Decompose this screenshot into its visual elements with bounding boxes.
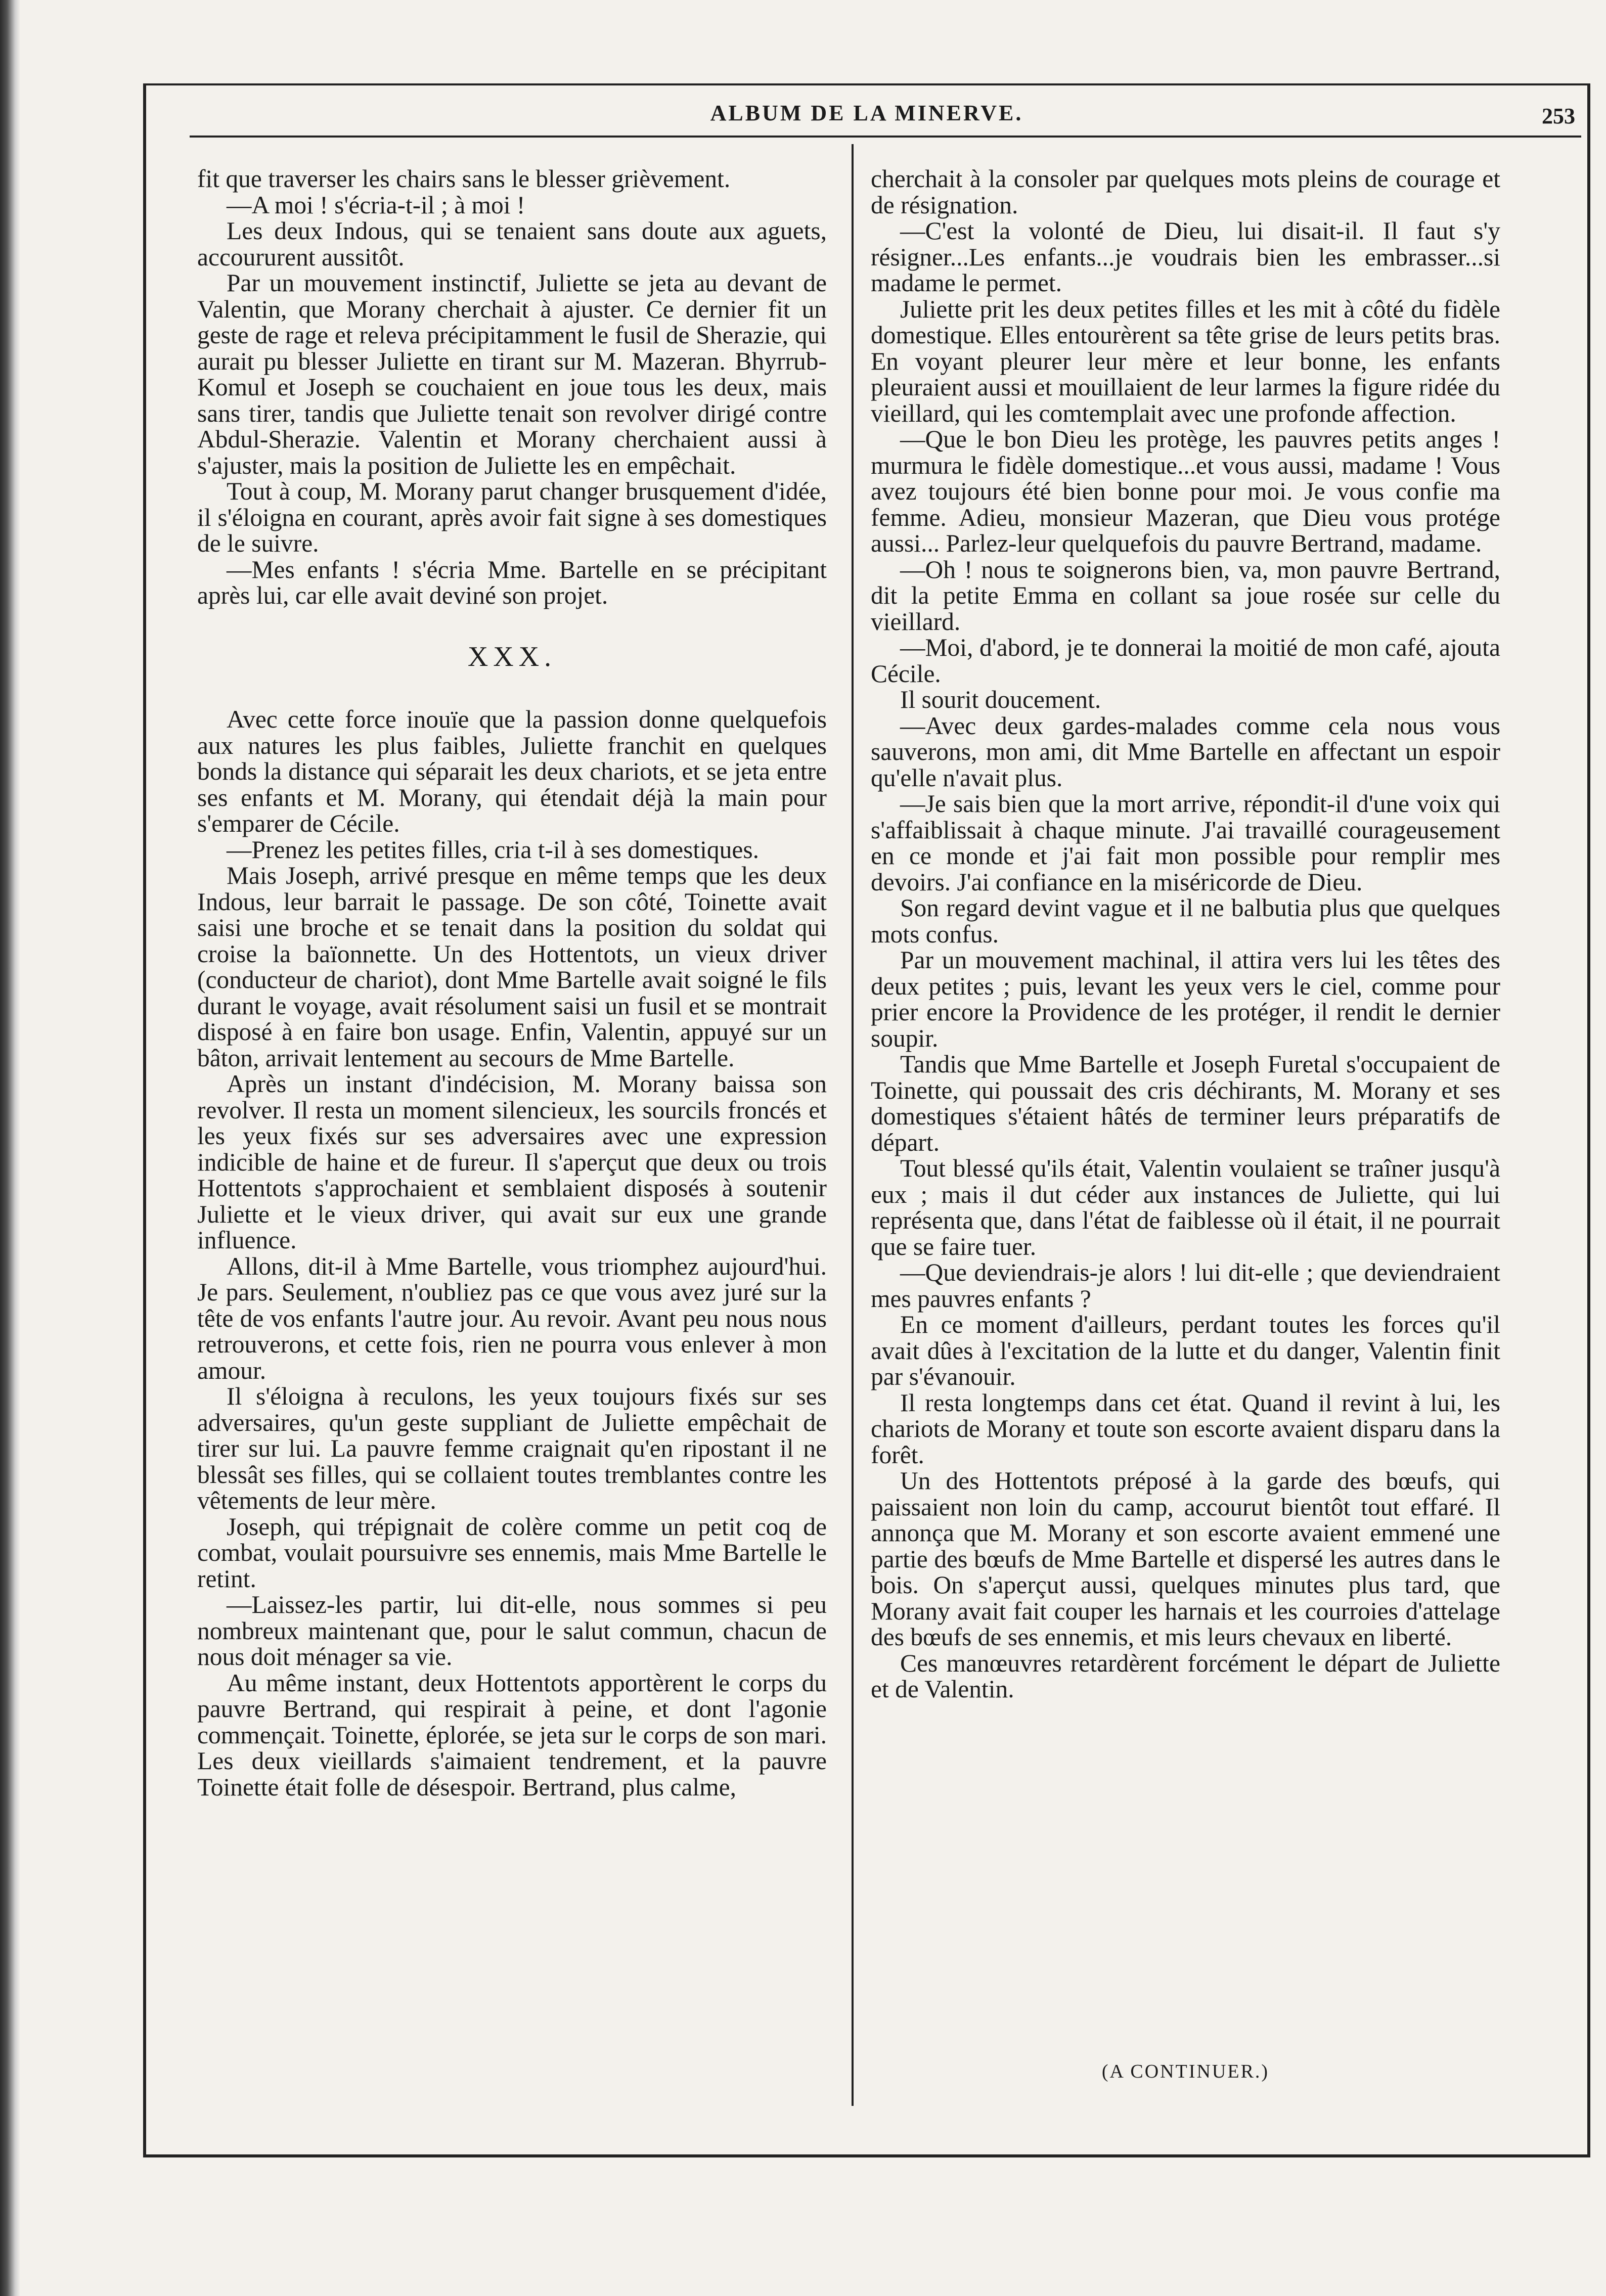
paragraph: Tout blessé qu'ils était, Valentin voulaient se traîner jusqu'à eux ; mais il dut céder aux instances de Juliette, qui lui représenta que, dans l'état de faiblesse où il était, il ne pourrait que se faire tuer. [871, 1154, 1500, 1260]
paragraph: —Laissez-les partir, lui dit-elle, nous sommes si peu nombreux maintenant que, pour le salut commun, chacun de nous doit ménager sa vie. [197, 1591, 827, 1671]
column-divider [852, 144, 854, 2106]
paragraph: —Avec deux gardes-malades comme cela nous vous sauverons, mon ami, dit Mme Bartelle en affectant un espoir qu'elle n'avait plus. [871, 711, 1500, 792]
paragraph: Mais Joseph, arrivé presque en même temps que les deux Indous, leur barrait le passage. De son côté, Toinette avait saisi une broche et se tenait dans la position du soldat qui croise la baïonnette. Un des Hottentots, un vieux driver (conducteur de chariot), dont Mme Bartelle avait soigné le fils durant le voyage, avait résolument saisi un fusil et se montrait disposé à en faire bon usage. Enfin, Valentin, appuyé sur un bâton, arrivait lentement au secours de Mme Bartelle. [197, 862, 827, 1072]
paragraph: Joseph, qui trépignait de colère comme un petit coq de combat, voulait poursuivre ses ennemis, mais Mme Bartelle le retint. [197, 1512, 827, 1593]
paragraph: Au même instant, deux Hottentots apportèrent le corps du pauvre Bertrand, qui respirait à peine, et dont l'agonie commençait. Toinette, éplorée, se jeta sur le corps de son mari. Les deux vieillards s'aimaient tendrement, et la pauvre Toinette était folle de désespoir. Bertrand, plus calme, [197, 1669, 827, 1801]
paragraph: Allons, dit-il à Mme Bartelle, vous triomphez aujourd'hui. Je pars. Seulement, n'oubliez pas ce que vous avez juré sur la tête de vos enfants l'autre jour. Au revoir. Avant peu nous nous retrouverons, et cette fois, rien ne pourra vous enlever à mon amour. [197, 1252, 827, 1384]
paragraph: Juliette prit les deux petites filles et les mit à côté du fidèle domestique. Elles entourèrent sa tête grise de leurs petits bras. En voyant pleurer leur mère et leur bonne, les enfants pleuraient aussi et mouillaient de leur larmes la figure ridée du vieillard, qui les comtemplait avec une profonde affection. [871, 295, 1500, 427]
page-header [143, 96, 1590, 137]
paragraph: —A moi ! s'écria-t-il ; à moi ! [227, 191, 525, 219]
paragraph: Un des Hottentots préposé à la garde des bœufs, qui paissaient non loin du camp, accourut bientôt tout effaré. Il annonça que M. Morany et son escorte avaient emmené une partie des bœufs de Mme Bartelle et dispersé les autres dans le bois. On s'aperçut aussi, quelques minutes plus tard, que Morany avait fait couper les harnais et les courroies d'attelage des bœufs de ses ennemis, et mis leurs chevaux en liberté. [871, 1467, 1500, 1651]
page-number: 253 [1542, 104, 1575, 128]
paragraph: —Moi, d'abord, je te donnerai la moitié de mon café, ajouta Cécile. [871, 634, 1500, 688]
scan-edge [0, 0, 20, 2296]
paragraph: —Mes enfants ! s'écria Mme. Bartelle en se précipitant après lui, car elle avait deviné son projet. [197, 555, 827, 609]
paragraph: Son regard devint vague et il ne balbutia plus que quelques mots confus. [871, 894, 1500, 948]
paragraph: Tandis que Mme Bartelle et Joseph Furetal s'occupaient de Toinette, qui poussait des cris déchirants, M. Morany et ses domestiques s'étaient hâtés de terminer leurs préparatifs de départ. [871, 1050, 1500, 1156]
section-heading: XXX. [467, 641, 557, 672]
paragraph: —Oh ! nous te soignerons bien, va, mon pauvre Bertrand, dit la petite Emma en collant sa joue rosée sur celle du vieillard. [871, 555, 1500, 636]
continuation-note: (A CONTINUER.) [1101, 2061, 1270, 2082]
paragraph: cherchait à la consoler par quelques mots pleins de courage et de résignation. [871, 165, 1500, 219]
paragraph: fit que traverser les chairs sans le blesser grièvement. [197, 165, 731, 193]
left-column [197, 166, 827, 1800]
paragraph: Avec cette force inouïe que la passion donne quelquefois aux natures les plus faibles, Juliette franchit en quelques bonds la distance qui séparait les deux chariots, et se jeta entre ses enfants et M. Morany, qui étendait déjà la main pour s'emparer de Cécile. [197, 705, 827, 837]
paragraph: Après un instant d'indécision, M. Morany baissa son revolver. Il resta un moment silencieux, les sourcils froncés et les yeux fixés sur ses adversaires avec une expression indicible de haine et de fureur. Il s'aperçut que deux ou trois Hottentots s'approchaient et semblaient disposés à soutenir Juliette et le vieux driver, qui avait sur eux une grande influence. [197, 1070, 827, 1254]
paragraph: Par un mouvement machinal, il attira vers lui les têtes des deux petites ; puis, levant les yeux vers le ciel, comme pour prier encore la Providence de les protéger, il rendit le dernier soupir. [871, 946, 1500, 1052]
journal-title: ALBUM DE LA MINERVE. [710, 101, 1023, 125]
header-rule [190, 136, 1581, 138]
paragraph: Ces manœuvres retardèrent forcément le départ de Juliette et de Valentin. [871, 1649, 1500, 1703]
paragraph: Il resta longtemps dans cet état. Quand il revint à lui, les chariots de Morany et toute son escorte avaient disparu dans la forêt. [871, 1388, 1500, 1469]
paragraph: Par un mouvement instinctif, Juliette se jeta au devant de Valentin, que Morany cherchait à ajuster. Ce dernier fit un geste de rage et releva précipitamment le fusil de Sherazie, qui aurait pu blesser Juliette en tirant sur M. Mazeran. Bhyrrub-Komul et Joseph se couchaient en joue tous les deux, mais sans tirer, tandis que Juliette tenait son revolver dirigé contre Abdul-Sherazie. Valentin et Morany cherchaient aussi à s'ajuster, mais la position de Juliette les en empêchait. [197, 269, 827, 479]
paragraph: —Prenez les petites filles, cria t-il à ses domestiques. [227, 835, 759, 864]
paragraph: —Que deviendrais-je alors ! lui dit-elle ; que deviendraient mes pauvres enfants ? [871, 1258, 1500, 1313]
paragraph: Il sourit doucement. [900, 686, 1101, 713]
paragraph: —Que le bon Dieu les protège, les pauvres petits anges ! murmura le fidèle domestique...et vous aussi, madame ! Vous avez toujours été bien bonne pour moi. Je vous confie ma femme. Adieu, monsieur Mazeran, que Dieu vous protége aussi... Parlez-leur quelquefois du pauvre Bertrand, madame. [871, 425, 1500, 557]
paragraph: En ce moment d'ailleurs, perdant toutes les forces qu'il avait dûes à l'excitation de la lutte et du danger, Valentin finit par s'évanouir. [871, 1311, 1500, 1390]
paragraph: Les deux Indous, qui se tenaient sans doute aux aguets, accoururent aussitôt. [197, 217, 827, 271]
paragraph: Tout à coup, M. Morany parut changer brusquement d'idée, il s'éloigna en courant, après avoir fait signe à ses domestiques de le suivre. [197, 477, 827, 557]
paragraph: —Je sais bien que la mort arrive, répondit-il d'une voix qui s'affaiblissait à chaque minute. J'ai travaillé courageusement en ce monde et j'ai fait mon possible pour remplir mes devoirs. J'ai confiance en la miséricorde de Dieu. [871, 790, 1500, 896]
paragraph: Il s'éloigna à reculons, les yeux toujours fixés sur ses adversaires, qu'un geste suppliant de Juliette empêchait de tirer sur lui. La pauvre femme craignait qu'en ripostant il ne blessât ses filles, qui se collaient toutes tremblantes contre les vêtements de leur mère. [197, 1382, 827, 1514]
paragraph: —C'est la volonté de Dieu, lui disait-il. Il faut s'y résigner...Les enfants...je voudrais bien les embrasser...si madame le permet. [871, 217, 1500, 297]
right-column [871, 166, 1500, 1702]
